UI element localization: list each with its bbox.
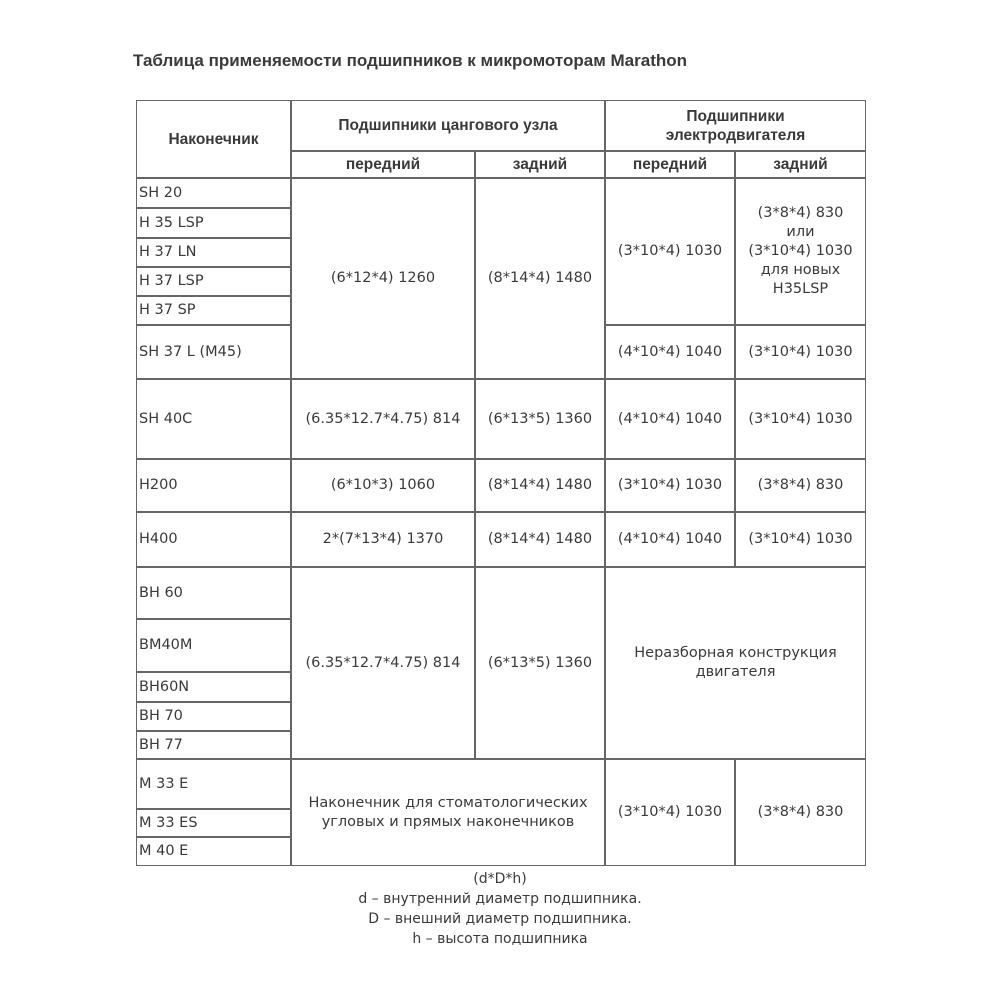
value-cell: (8*14*4) 1480 [475,512,605,567]
tip-cell: H 37 LN [136,238,291,267]
value-cell: (3*10*4) 1030 [735,512,866,567]
value-cell: (6*13*5) 1360 [475,379,605,459]
tip-cell: H 35 LSP [136,208,291,238]
header-motor-rear: задний [735,151,866,178]
value-cell: (4*10*4) 1040 [605,325,735,379]
value-cell: Неразборная конструкция двигателя [605,567,866,759]
value-cell: (6.35*12.7*4.75) 814 [291,567,475,759]
header-motor-front: передний [605,151,735,178]
tip-cell: H200 [136,459,291,512]
tip-cell: SH 37 L (M45) [136,325,291,379]
header-tip: Наконечник [136,100,291,178]
value-cell: (3*10*4) 1030 [605,759,735,866]
value-cell: (3*10*4) 1030 [605,178,735,325]
value-cell: (3*10*4) 1030 [735,379,866,459]
value-cell: (3*8*4) 830 [735,459,866,512]
tip-cell: BH 77 [136,731,291,759]
value-cell: (3*8*4) 830 или (3*10*4) 1030 для новых H35LSP [735,178,866,325]
tip-cell: M 40 E [136,837,291,866]
tip-cell: BH60N [136,672,291,702]
legend-formula: (d*D*h) [473,871,527,887]
value-cell: 2*(7*13*4) 1370 [291,512,475,567]
value-cell: (8*14*4) 1480 [475,178,605,379]
tip-cell: BH 70 [136,702,291,731]
legend-outer-diameter: D – внешний диаметр подшипника. [368,911,632,927]
tip-cell: BH 60 [136,567,291,619]
header-collet-bearings: Подшипники цангового узла [291,100,605,151]
tip-cell: M 33 ES [136,809,291,837]
header-collet-rear: задний [475,151,605,178]
header-motor-bearings: Подшипники электродвигателя [605,100,866,151]
value-cell: (4*10*4) 1040 [605,512,735,567]
header-collet-front: передний [291,151,475,178]
tip-cell: H 37 SP [136,296,291,325]
tip-cell: H400 [136,512,291,567]
value-cell: (4*10*4) 1040 [605,379,735,459]
value-cell: (6.35*12.7*4.75) 814 [291,379,475,459]
page-title: Таблица применяемости подшипников к микромоторам Marathon [133,51,688,70]
tip-cell: M 33 E [136,759,291,809]
value-cell: (6*10*3) 1060 [291,459,475,512]
tip-cell: H 37 LSP [136,267,291,296]
value-cell: (3*10*4) 1030 [735,325,866,379]
legend-height: h – высота подшипника [412,931,588,947]
value-cell: (3*10*4) 1030 [605,459,735,512]
tip-cell: BM40M [136,619,291,672]
tip-cell: SH 40C [136,379,291,459]
legend-inner-diameter: d – внутренний диаметр подшипника. [358,891,642,907]
value-cell: Наконечник для стоматологических угловых и прямых наконечников [291,759,605,866]
value-cell: (6*13*5) 1360 [475,567,605,759]
value-cell: (3*8*4) 830 [735,759,866,866]
value-cell: (8*14*4) 1480 [475,459,605,512]
value-cell: (6*12*4) 1260 [291,178,475,379]
tip-cell: SH 20 [136,178,291,208]
